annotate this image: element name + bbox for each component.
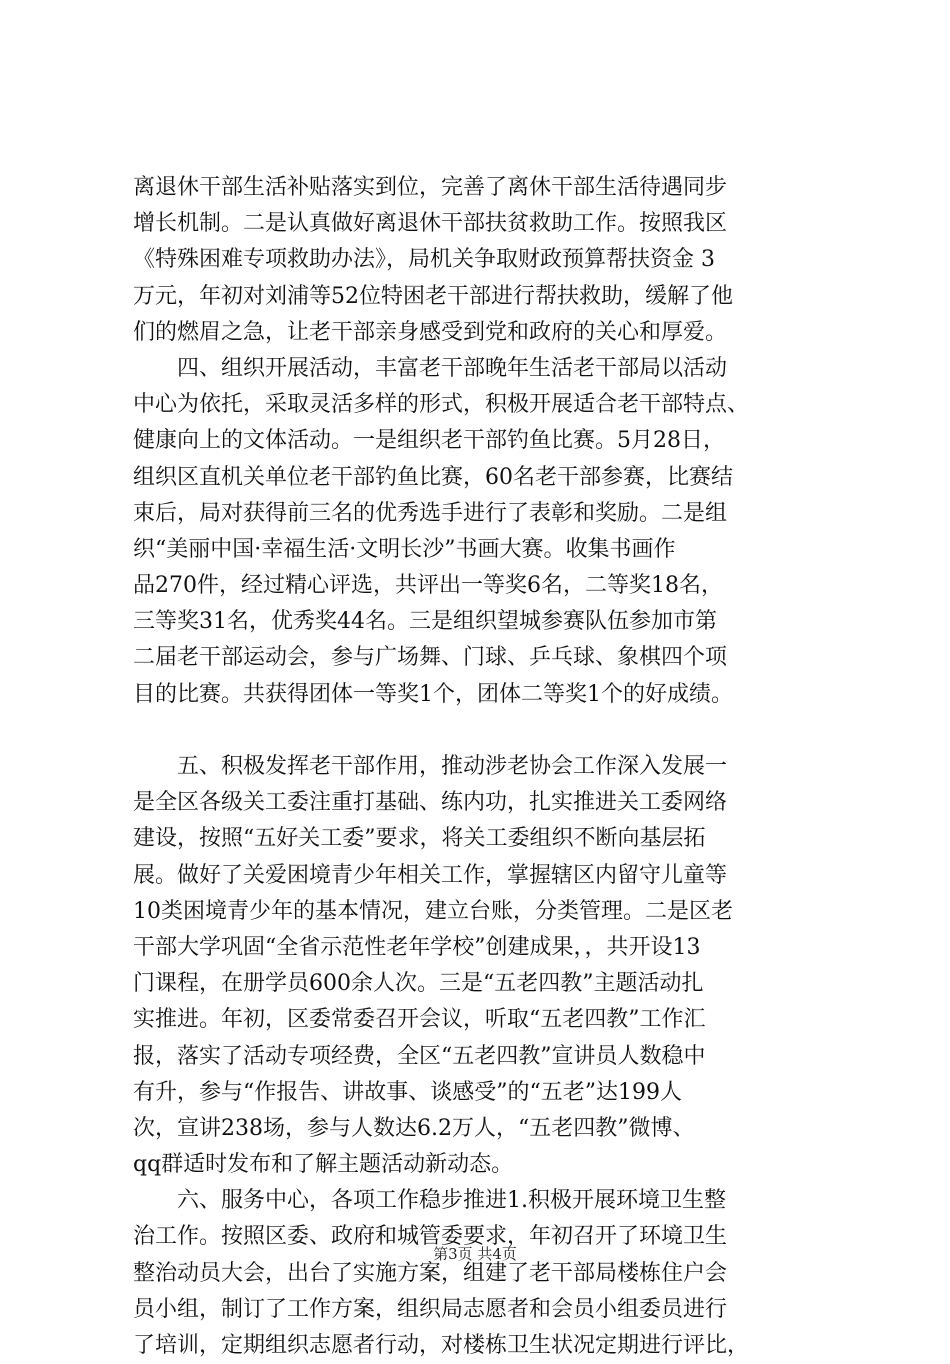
text-line: 10类困境青少年的基本情况，建立台账，分类管理。二是区老	[133, 898, 733, 924]
text-line: 束后，局对获得前三名的优秀选手进行了表彰和奖励。二是组	[133, 500, 728, 526]
text-line: 次，宣讲238场，参与人数达6.2万人，“五老四教”微博、	[133, 1115, 695, 1141]
document-body	[133, 170, 833, 1364]
text-line: 健康向上的文体活动。一是组织老干部钓鱼比赛。5月28日，	[133, 428, 725, 454]
text-line: 《特殊困难专项救助办法》，局机关争取财政预算帮扶资金 3	[133, 247, 715, 273]
text-line: 五、积极发挥老干部作用，推动涉老协会工作深入发展一	[133, 754, 728, 779]
text-line: 们的燃眉之急，让老干部亲身感受到党和政府的关心和厚爱。	[133, 319, 728, 345]
text-line: 门课程，在册学员600余人次。三是“五老四教”主题活动扎	[133, 971, 704, 997]
text-line: 员小组，制订了工作方案，组织局志愿者和会员小组委员进行	[133, 1296, 728, 1322]
page-footer: 第3页 共4页	[433, 1245, 517, 1263]
text-line: 二届老干部运动会，参与广场舞、门球、乒乓球、象棋四个项	[133, 645, 728, 671]
text-line: qq群适时发布和了解主题活动新动态。	[133, 1152, 514, 1178]
text-line: 是全区各级关工委注重打基础、练内功，扎实推进关工委网络	[133, 790, 728, 816]
text-line: 万元，年初对刘浦等52位特困老干部进行帮扶救助，缓解了他	[133, 283, 733, 309]
text-line: 报，落实了活动专项经费，全区“五老四教”宣讲员人数稳中	[133, 1043, 706, 1069]
text-line: 三等奖31名，优秀奖44名。三是组织望城参赛队伍参加市第	[133, 609, 717, 635]
text-line: 目的比赛。共获得团体一等奖1个，团体二等奖1个的好成绩。	[133, 681, 733, 707]
text-line: 实推进。年初，区委常委召开会议，听取“五老四教”工作汇	[133, 1007, 706, 1033]
text-line: 展。做好了关爱困境青少年相关工作，掌握辖区内留守儿童等	[133, 862, 728, 888]
text-line: 治工作。按照区委、政府和城管委要求，年初召开了环境卫生	[133, 1224, 728, 1250]
text-line: 品270件，经过精心评选，共评出一等奖6名，二等奖18名，	[133, 573, 723, 599]
text-line: 六、服务中心，各项工作稳步推进1.积极开展环境卫生整	[133, 1188, 726, 1214]
text-line: 有升，参与“作报告、讲故事、谈感受”的“五老”达199人	[133, 1079, 682, 1105]
text-line: 了培训，定期组织志愿者行动，对楼栋卫生状况定期进行评比，	[133, 1333, 750, 1358]
text-line: 干部大学巩固“全省示范性老年学校”创建成果，，共开设13	[133, 934, 701, 960]
text-line: 中心为依托，采取灵活多样的形式，积极开展适合老干部特点、	[133, 392, 750, 418]
text-line: 组织区直机关单位老干部钓鱼比赛，60名老干部参赛，比赛结	[133, 464, 733, 490]
text-line: 整治动员大会，出台了实施方案，组建了老干部局楼栋住户会	[133, 1260, 728, 1286]
text-line: 建设，按照“五好关工委”要求，将关工委组织不断向基层拓	[133, 826, 706, 852]
text-line: 织“美丽中国·幸福生活·文明长沙”书画大赛。收集书画作	[133, 536, 676, 562]
text-line: 增长机制。二是认真做好离退休干部扶贫救助工作。按照我区	[133, 211, 728, 237]
paragraph-gap	[133, 713, 833, 749]
text-line: 离退休干部生活补贴落实到位，完善了离休干部生活待遇同步	[133, 175, 728, 200]
text-line: 四、组织开展活动，丰富老干部晚年生活老干部局以活动	[133, 355, 728, 381]
